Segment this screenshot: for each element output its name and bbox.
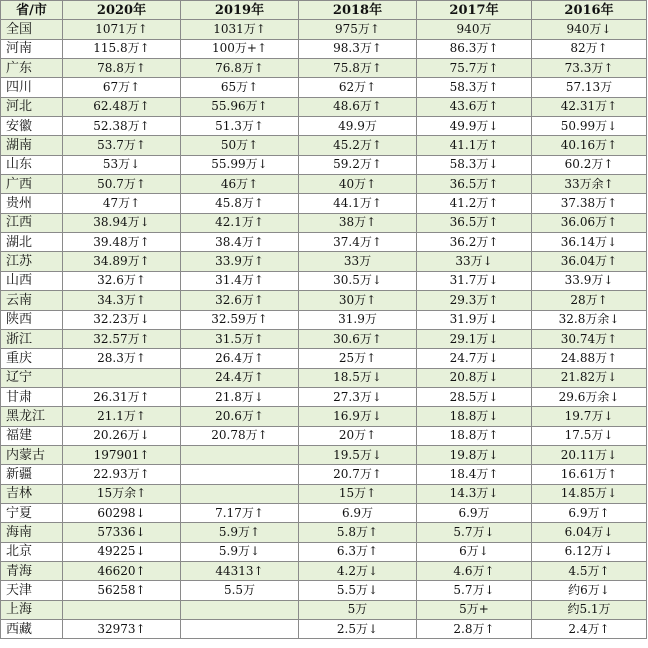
count-cell: 36.5万↑ (417, 175, 532, 194)
count-cell: 31.9万 (299, 310, 417, 329)
province-cell: 辽宁 (1, 368, 63, 387)
count-cell: 49225↓ (63, 542, 181, 561)
count-cell: 82万↑ (532, 39, 647, 58)
count-cell: 51.3万↑ (181, 117, 299, 136)
count-cell: 49.9万 (299, 117, 417, 136)
count-cell: 26.31万↑ (63, 387, 181, 406)
count-cell: 75.7万↑ (417, 59, 532, 78)
count-cell: 32.23万↓ (63, 310, 181, 329)
count-cell (181, 600, 299, 619)
count-cell: 6.9万↑ (532, 503, 647, 522)
table-row (1, 387, 647, 406)
count-cell: 31.5万↑ (181, 329, 299, 348)
count-cell: 44.1万↑ (299, 194, 417, 213)
table-row (1, 155, 647, 174)
count-cell: 46万↑ (181, 175, 299, 194)
count-cell: 38.94万↓ (63, 213, 181, 232)
count-cell: 17.5万↓ (532, 426, 647, 445)
count-cell: 62万↑ (299, 78, 417, 97)
count-cell: 41.2万↑ (417, 194, 532, 213)
count-cell: 50.99万↓ (532, 117, 647, 136)
count-cell: 32.59万↑ (181, 310, 299, 329)
count-cell: 5.7万↓ (417, 523, 532, 542)
count-cell: 5.9万↓ (181, 542, 299, 561)
province-cell: 宁夏 (1, 503, 63, 522)
table-row (1, 194, 647, 213)
count-cell: 50万↑ (181, 136, 299, 155)
count-cell: 59.2万↑ (299, 155, 417, 174)
table-row (1, 59, 647, 78)
table-row (1, 349, 647, 368)
province-cell: 广西 (1, 175, 63, 194)
count-cell: 30.74万↑ (532, 329, 647, 348)
count-cell: 22.93万↑ (63, 465, 181, 484)
count-cell: 36.06万↑ (532, 213, 647, 232)
table-row (1, 407, 647, 426)
table-row (1, 620, 647, 639)
count-cell: 18.4万↑ (417, 465, 532, 484)
count-cell: 60298↓ (63, 503, 181, 522)
count-cell: 33万余↑ (532, 175, 647, 194)
province-cell: 西藏 (1, 620, 63, 639)
count-cell: 15万↑ (299, 484, 417, 503)
province-cell: 青海 (1, 561, 63, 580)
table-row (1, 600, 647, 619)
count-cell (181, 445, 299, 464)
count-cell: 44313↑ (181, 561, 299, 580)
count-cell: 28.5万↓ (417, 387, 532, 406)
header-province: 省/市 (1, 1, 63, 20)
province-cell: 黑龙江 (1, 407, 63, 426)
count-cell: 约5.1万 (532, 600, 647, 619)
count-cell: 20万↑ (299, 426, 417, 445)
count-cell: 7.17万↑ (181, 503, 299, 522)
province-cell: 四川 (1, 78, 63, 97)
province-cell: 贵州 (1, 194, 63, 213)
count-cell: 19.5万↓ (299, 445, 417, 464)
count-cell: 31.7万↓ (417, 271, 532, 290)
count-cell: 40.16万↑ (532, 136, 647, 155)
count-cell: 33万↓ (417, 252, 532, 271)
province-cell: 江苏 (1, 252, 63, 271)
count-cell: 20.78万↑ (181, 426, 299, 445)
count-cell: 45.8万↑ (181, 194, 299, 213)
count-cell: 6.3万↑ (299, 542, 417, 561)
count-cell: 4.6万↑ (417, 561, 532, 580)
count-cell: 58.3万↑ (417, 78, 532, 97)
count-cell: 5.7万↓ (417, 581, 532, 600)
table-body (1, 20, 647, 639)
count-cell: 5.5万↓ (299, 581, 417, 600)
table-row (1, 581, 647, 600)
count-cell: 33.9万↓ (532, 271, 647, 290)
province-cell: 北京 (1, 542, 63, 561)
count-cell: 31.9万↓ (417, 310, 532, 329)
province-cell: 云南 (1, 291, 63, 310)
table-row (1, 175, 647, 194)
count-cell: 33.9万↑ (181, 252, 299, 271)
header-year-2019: 2019年 (181, 1, 299, 20)
table-row (1, 117, 647, 136)
count-cell: 38.4万↑ (181, 233, 299, 252)
count-cell: 36.5万↑ (417, 213, 532, 232)
count-cell: 32973↑ (63, 620, 181, 639)
province-cell: 山东 (1, 155, 63, 174)
count-cell: 29.6万余↓ (532, 387, 647, 406)
table-row (1, 503, 647, 522)
count-cell: 19.8万↓ (417, 445, 532, 464)
count-cell: 4.5万↑ (532, 561, 647, 580)
province-cell: 新疆 (1, 465, 63, 484)
count-cell: 58.3万↓ (417, 155, 532, 174)
province-cell: 广东 (1, 59, 63, 78)
count-cell: 47万↑ (63, 194, 181, 213)
table-row (1, 445, 647, 464)
count-cell: 约6万↓ (532, 581, 647, 600)
count-cell: 98.3万↑ (299, 39, 417, 58)
count-cell: 27.3万↓ (299, 387, 417, 406)
province-cell: 甘肃 (1, 387, 63, 406)
count-cell: 25万↑ (299, 349, 417, 368)
count-cell: 33万 (299, 252, 417, 271)
table-row (1, 20, 647, 39)
table-row (1, 561, 647, 580)
count-cell: 28.3万↑ (63, 349, 181, 368)
count-cell: 78.8万↑ (63, 59, 181, 78)
count-cell: 18.8万↑ (417, 426, 532, 445)
count-cell: 57336↓ (63, 523, 181, 542)
count-cell: 37.4万↑ (299, 233, 417, 252)
count-cell: 19.7万↓ (532, 407, 647, 426)
table-row (1, 252, 647, 271)
count-cell: 86.3万↑ (417, 39, 532, 58)
count-cell: 1071万↑ (63, 20, 181, 39)
province-cell: 山西 (1, 271, 63, 290)
count-cell: 60.2万↑ (532, 155, 647, 174)
count-cell: 16.61万↑ (532, 465, 647, 484)
count-cell: 38万↑ (299, 213, 417, 232)
count-cell: 55.96万↑ (181, 97, 299, 116)
province-cell: 海南 (1, 523, 63, 542)
table-row (1, 39, 647, 58)
count-cell: 32.6万↑ (63, 271, 181, 290)
table-row (1, 484, 647, 503)
count-cell: 57.13万 (532, 78, 647, 97)
province-cell: 天津 (1, 581, 63, 600)
count-cell: 39.48万↑ (63, 233, 181, 252)
header-year-2016: 2016年 (532, 1, 647, 20)
count-cell: 40万↑ (299, 175, 417, 194)
table-row (1, 523, 647, 542)
count-cell: 30.6万↑ (299, 329, 417, 348)
count-cell: 48.6万↑ (299, 97, 417, 116)
count-cell: 76.8万↑ (181, 59, 299, 78)
count-cell: 940万↓ (532, 20, 647, 39)
count-cell: 5.5万 (181, 581, 299, 600)
count-cell: 34.89万↑ (63, 252, 181, 271)
count-cell: 32.57万↑ (63, 329, 181, 348)
count-cell: 20.6万↑ (181, 407, 299, 426)
table-row (1, 271, 647, 290)
table-row (1, 368, 647, 387)
province-cell: 湖南 (1, 136, 63, 155)
province-cell: 上海 (1, 600, 63, 619)
count-cell: 15万余↑ (63, 484, 181, 503)
count-cell: 55.99万↓ (181, 155, 299, 174)
count-cell: 32.6万↑ (181, 291, 299, 310)
count-cell: 34.3万↑ (63, 291, 181, 310)
count-cell: 2.5万↓ (299, 620, 417, 639)
table-row (1, 310, 647, 329)
count-cell: 6.04万↓ (532, 523, 647, 542)
count-cell: 49.9万↓ (417, 117, 532, 136)
count-cell: 29.1万↓ (417, 329, 532, 348)
province-cell: 江西 (1, 213, 63, 232)
count-cell: 36.14万↓ (532, 233, 647, 252)
count-cell: 52.38万↑ (63, 117, 181, 136)
table-row (1, 97, 647, 116)
count-cell: 975万↑ (299, 20, 417, 39)
count-cell: 26.4万↑ (181, 349, 299, 368)
count-cell: 53万↓ (63, 155, 181, 174)
table-row (1, 465, 647, 484)
table-row (1, 291, 647, 310)
province-cell: 浙江 (1, 329, 63, 348)
count-cell (181, 620, 299, 639)
province-cell: 河北 (1, 97, 63, 116)
table-row (1, 78, 647, 97)
count-cell: 45.2万↑ (299, 136, 417, 155)
count-cell: 24.4万↑ (181, 368, 299, 387)
count-cell: 42.31万↑ (532, 97, 647, 116)
header-year-2017: 2017年 (417, 1, 532, 20)
count-cell: 1031万↑ (181, 20, 299, 39)
count-cell: 43.6万↑ (417, 97, 532, 116)
count-cell: 6.12万↓ (532, 542, 647, 561)
count-cell (63, 600, 181, 619)
count-cell: 18.5万↓ (299, 368, 417, 387)
count-cell (63, 368, 181, 387)
count-cell: 30万↑ (299, 291, 417, 310)
table-row (1, 426, 647, 445)
province-cell: 全国 (1, 20, 63, 39)
count-cell: 73.3万↑ (532, 59, 647, 78)
count-cell: 115.8万↑ (63, 39, 181, 58)
count-cell: 2.4万↑ (532, 620, 647, 639)
count-cell: 36.2万↑ (417, 233, 532, 252)
count-cell: 5万+ (417, 600, 532, 619)
count-cell: 940万 (417, 20, 532, 39)
count-cell: 62.48万↑ (63, 97, 181, 116)
count-cell: 56258↑ (63, 581, 181, 600)
table-row (1, 233, 647, 252)
count-cell: 41.1万↑ (417, 136, 532, 155)
count-cell: 16.9万↓ (299, 407, 417, 426)
count-cell: 42.1万↑ (181, 213, 299, 232)
province-cell: 吉林 (1, 484, 63, 503)
count-cell: 5.8万↑ (299, 523, 417, 542)
table-row (1, 136, 647, 155)
count-cell: 18.8万↓ (417, 407, 532, 426)
count-cell: 20.11万↓ (532, 445, 647, 464)
count-cell: 65万↑ (181, 78, 299, 97)
table-row (1, 329, 647, 348)
count-cell: 31.4万↑ (181, 271, 299, 290)
count-cell: 2.8万↑ (417, 620, 532, 639)
count-cell: 30.5万↓ (299, 271, 417, 290)
count-cell: 20.7万↑ (299, 465, 417, 484)
count-cell: 37.38万↑ (532, 194, 647, 213)
count-cell: 24.88万↑ (532, 349, 647, 368)
count-cell: 6.9万 (299, 503, 417, 522)
province-cell: 河南 (1, 39, 63, 58)
province-cell: 内蒙古 (1, 445, 63, 464)
count-cell (181, 465, 299, 484)
count-cell: 14.3万↓ (417, 484, 532, 503)
province-cell: 安徽 (1, 117, 63, 136)
count-cell: 36.04万↑ (532, 252, 647, 271)
header-year-2020: 2020年 (63, 1, 181, 20)
count-cell: 197901↑ (63, 445, 181, 464)
count-cell: 21.1万↑ (63, 407, 181, 426)
count-cell: 53.7万↑ (63, 136, 181, 155)
count-cell: 5万 (299, 600, 417, 619)
count-cell: 32.8万余↓ (532, 310, 647, 329)
count-cell: 46620↑ (63, 561, 181, 580)
header-year-2018: 2018年 (299, 1, 417, 20)
table-row (1, 542, 647, 561)
count-cell: 24.7万↓ (417, 349, 532, 368)
count-cell: 28万↑ (532, 291, 647, 310)
count-cell: 6.9万 (417, 503, 532, 522)
count-cell: 5.9万↑ (181, 523, 299, 542)
province-cell: 重庆 (1, 349, 63, 368)
count-cell: 14.85万↓ (532, 484, 647, 503)
count-cell: 21.82万↓ (532, 368, 647, 387)
count-cell (181, 484, 299, 503)
count-cell: 50.7万↑ (63, 175, 181, 194)
count-cell: 20.8万↓ (417, 368, 532, 387)
count-cell: 67万↑ (63, 78, 181, 97)
count-cell: 20.26万↓ (63, 426, 181, 445)
province-cell: 福建 (1, 426, 63, 445)
province-cell: 湖北 (1, 233, 63, 252)
count-cell: 6万↓ (417, 542, 532, 561)
count-cell: 100万+↑ (181, 39, 299, 58)
count-cell: 29.3万↑ (417, 291, 532, 310)
province-cell: 陕西 (1, 310, 63, 329)
header-row (1, 1, 647, 20)
count-cell: 21.8万↓ (181, 387, 299, 406)
count-cell: 75.8万↑ (299, 59, 417, 78)
table-row (1, 213, 647, 232)
count-cell: 4.2万↓ (299, 561, 417, 580)
